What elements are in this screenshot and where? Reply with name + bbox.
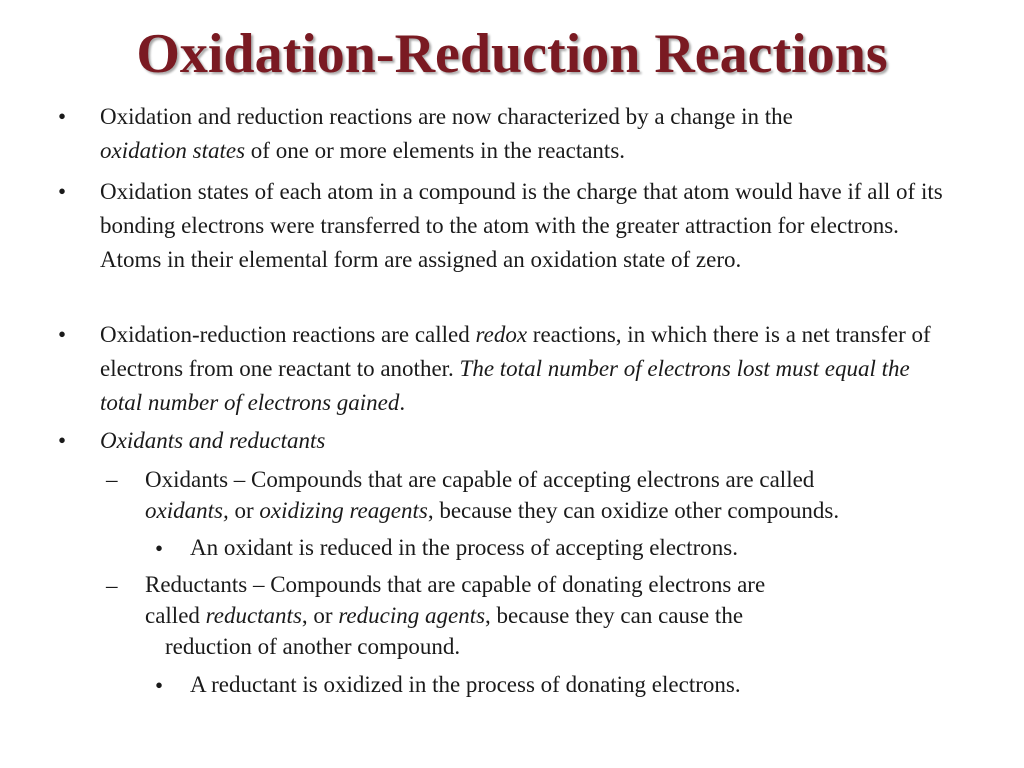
bullet-text: or: [228, 498, 260, 523]
emphasis-redox: redox: [475, 322, 528, 347]
emphasis-reducing-agents: reducing agents: [338, 603, 486, 628]
bullet-marker: •: [155, 536, 164, 561]
bullet-marker: •: [155, 673, 164, 698]
bullet-marker: •: [58, 179, 67, 204]
bullet-text: An oxidant is reduced in the process of accepting electrons.: [190, 535, 738, 560]
sub-bullet-oxidants: [145, 464, 975, 526]
bullet-marker: •: [58, 428, 67, 453]
dash-marker: –: [106, 467, 118, 492]
bullet-text: , because they can cause the: [485, 603, 744, 628]
dash-marker: –: [106, 573, 118, 598]
emphasis-reductants: reductants: [205, 603, 302, 628]
bullet-text: , because they can oxidize other compounds.: [427, 498, 840, 523]
sub-sub-bullet-reductant-oxidized: [190, 669, 990, 700]
sub-sub-bullet-oxidant-reduced: [190, 532, 990, 563]
bullet-oxidation-reduction-definition: [100, 100, 970, 168]
bullet-text: , or: [301, 603, 339, 628]
bullet-text: reduction of another compound.: [165, 634, 461, 659]
emphasis-electron-balance: The total number of electrons lost must equal the total number of electrons gained: [100, 356, 910, 415]
emphasis-oxidants: oxidants,: [145, 498, 229, 523]
emphasis-oxidation-states: oxidation states: [100, 138, 246, 163]
slide-title: Oxidation-Reduction Reactions: [136, 23, 888, 85]
bullet-text: Oxidation-reduction reactions are called: [100, 322, 476, 347]
bullet-oxidation-states: [100, 175, 950, 277]
bullet-text: of one or more elements in the reactants.: [245, 138, 626, 163]
bullet-marker: •: [58, 322, 67, 347]
emphasis-oxidizing-reagents: oxidizing reagents: [259, 498, 428, 523]
bullet-redox-reactions: [100, 318, 950, 420]
bullet-text: A reductant is oxidized in the process of donating electrons.: [190, 672, 741, 697]
bullet-text: Oxidation states of each atom in a compound is the charge that atom would have if all of its bonding electrons were transferred to the atom with the greater attraction for electrons. Atoms in their elemental form are assigned an oxidation state of zero.: [100, 179, 943, 272]
emphasis-oxidants-reductants: Oxidants and reductants: [100, 428, 326, 453]
sub-bullet-reductants: [145, 569, 975, 662]
bullet-text: .: [399, 390, 406, 415]
bullet-text: Oxidation and reduction reactions are now characterized by a change in the: [100, 104, 793, 129]
bullet-text: Reductants – Compounds that are capable of donating electrons are: [145, 572, 766, 597]
bullet-marker: •: [58, 104, 67, 129]
bullet-text: reactions, in which there is a net transfer of electrons from one reactant to another.: [100, 322, 931, 381]
bullet-oxidants-reductants: [100, 424, 970, 458]
bullet-text: called: [145, 603, 206, 628]
bullet-text: Oxidants – Compounds that are capable of accepting electrons are called: [145, 467, 815, 492]
